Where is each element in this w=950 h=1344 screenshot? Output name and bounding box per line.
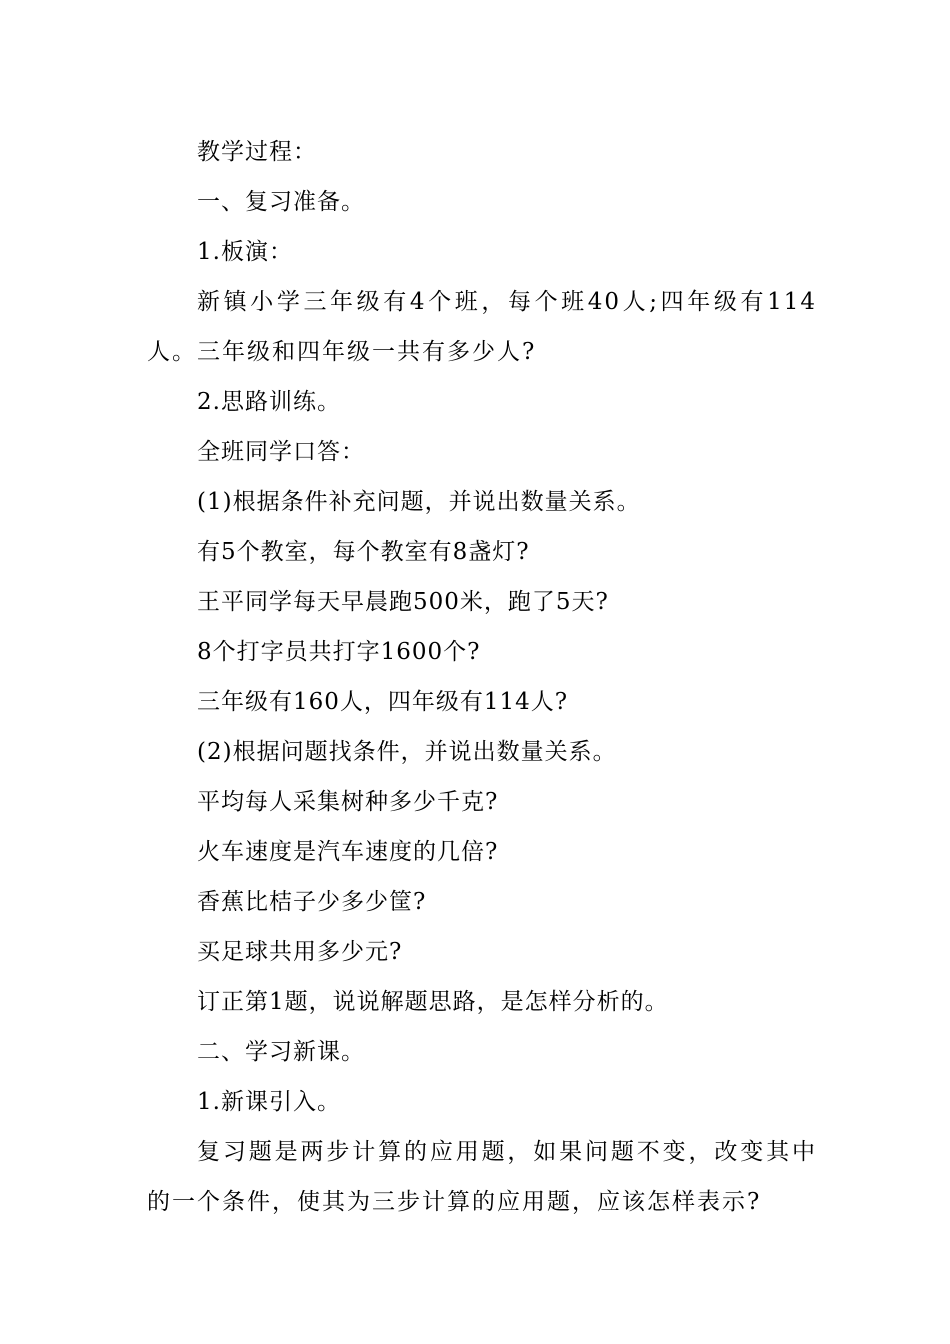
text-line: 买足球共用多少元?: [197, 939, 403, 965]
section-heading-review: 一、复习准备。: [197, 189, 365, 215]
text-line: 有5个教室，每个教室有8盏灯?: [197, 539, 530, 565]
text-line: (2)根据问题找条件，并说出数量关系。: [197, 739, 617, 765]
text-line: 香蕉比桔子少多少筐?: [197, 889, 427, 915]
intro-paragraph: 复习题是两步计算的应用题，如果问题不变，改变其中的一个条件，使其为三步计算的应用题，应该怎样表示?: [147, 1139, 817, 1215]
text-line: 火车速度是汽车速度的几倍?: [197, 839, 499, 865]
text-line: 全班同学口答：: [197, 439, 365, 465]
text-line: 8个打字员共打字1600个?: [197, 639, 481, 665]
text-line: (1)根据条件补充问题，并说出数量关系。: [197, 489, 641, 515]
section-heading-new-lesson: 二、学习新课。: [197, 1039, 365, 1065]
text-line: 三年级有160人，四年级有114人?: [197, 689, 569, 715]
subheading-board-demo: 1.板演：: [197, 239, 293, 265]
text-line: 王平同学每天早晨跑500米，跑了5天?: [197, 589, 609, 615]
subheading-lesson-intro: 1.新课引入。: [197, 1089, 341, 1115]
text-line: 订正第1题，说说解题思路，是怎样分析的。: [197, 989, 669, 1015]
subheading-thinking-training: 2.思路训练。: [197, 389, 341, 415]
heading-teaching-process: 教学过程：: [197, 139, 317, 165]
text-line: 平均每人采集树种多少千克?: [197, 789, 499, 815]
problem-paragraph: 新镇小学三年级有4个班，每个班40人;四年级有114人。三年级和四年级一共有多少人?: [147, 289, 817, 365]
